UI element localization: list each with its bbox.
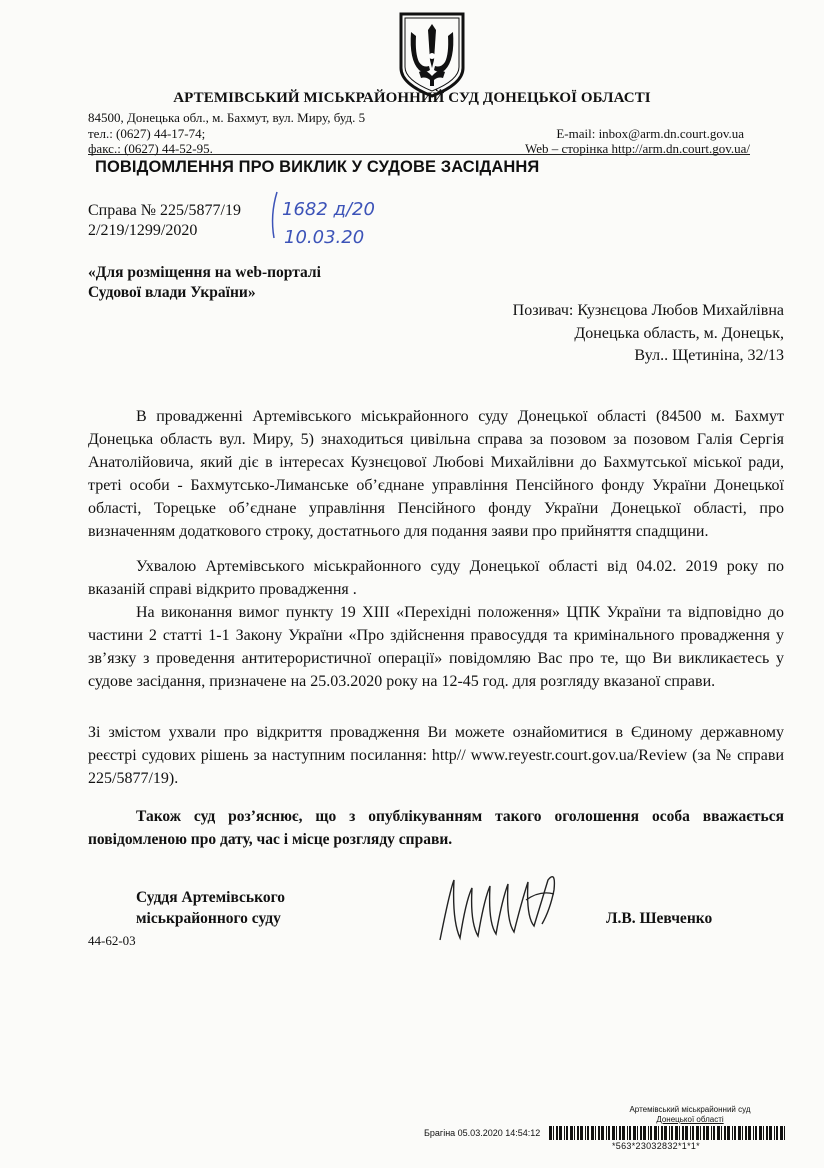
header-divider xyxy=(88,154,750,155)
footer-court-line1: Артемівський міськрайонний суд xyxy=(629,1105,751,1114)
notice-title: ПОВІДОМЛЕННЯ ПРО ВИКЛИК У СУДОВЕ ЗАСІДАННЯ xyxy=(95,158,540,176)
plaintiff-name: Позивач: Кузнєцова Любов Михайлівна xyxy=(512,302,784,319)
judge-role-line2: міськрайонного суду xyxy=(136,910,281,927)
judge-role-line1: Суддя Артемівського xyxy=(136,889,286,906)
handwritten-registration-date: 10.03.20 xyxy=(284,227,365,248)
case-number: Справа № 225/5877/19 xyxy=(88,202,241,219)
plaintiff-address-region: Донецька область, м. Донецьк, xyxy=(574,325,784,342)
paragraph-registry-link: Зі змістом ухвали про відкриття провадження Ви можете ознайомитися в Єдиному державному реєстрі судових рішень за наступним посилання: http// www.reyestr.court.gov.ua/Review (за № справи 225/5877/19). xyxy=(88,724,784,787)
paragraph-notice-clarification: Також суд роз’яснює, що з опублікуванням такого оголошення особа вважається повідомленою про дату, час і місце розгляду справи. xyxy=(88,808,784,848)
placement-note-line1: «Для розміщення на web-порталі xyxy=(88,264,321,281)
handwritten-bracket xyxy=(268,190,280,240)
placement-note-line2: Судової влади України» xyxy=(88,284,256,301)
footer-court-line2: Донецької області xyxy=(656,1115,724,1124)
barcode-bars xyxy=(549,1126,789,1140)
court-name: АРТЕМІВСЬКИЙ МІСЬКРАЙОННИЙ СУД ДОНЕЦЬКОЇ ОБЛАСТІ xyxy=(173,90,651,106)
court-address: 84500, Донецька обл., м. Бахмут, вул. Миру, буд. 5 xyxy=(88,110,366,125)
case-proceeding-number: 2/219/1299/2020 xyxy=(88,222,198,239)
tryzub-coat-of-arms-icon xyxy=(397,10,467,98)
paragraph-summons: На виконання вимог пункту 19 XIII «Перехідні положення» ЦПК України та відповідно до частини 2 статті 1-1 Закону України «Про здійснення правосуддя та кримінального провадження у зв’язку з проведення антитерористичної операції» повідомляю Вас про те, що Ви викликаєтесь у судове засідання, призначене на 25.03.2020 року на 12-45 год. для розгляду вказаної справи. xyxy=(88,604,784,690)
plaintiff-address-street: Вул.. Щетиніна, 32/13 xyxy=(634,347,784,364)
paragraph-ruling: Ухвалою Артемівського міськрайонного суду Донецької області від 04.02. 2019 року по вказаній справі відкрито провадження . xyxy=(88,558,784,598)
handwritten-registration-ref: 1682 д/20 xyxy=(282,199,375,220)
judge-signature xyxy=(430,860,580,950)
registration-timestamp: Брагіна 05.03.2020 14:54:12 xyxy=(424,1128,541,1138)
court-phone: тел.: (0627) 44-17-74; xyxy=(88,126,206,141)
court-email: E-mail: inbox@arm.dn.court.gov.ua xyxy=(556,126,744,141)
judge-phone: 44-62-03 xyxy=(88,933,136,948)
court-fax: факс.: (0627) 44-52-95. xyxy=(88,141,213,156)
court-web: Web – сторінка http://arm.dn.court.gov.ua/ xyxy=(524,141,750,156)
coat-of-arms xyxy=(397,10,467,98)
judge-name: Л.В. Шевченко xyxy=(606,910,713,927)
barcode-number: *563*23032832*1*1* xyxy=(612,1141,700,1151)
paragraph-case-description: В провадженні Артемівського міськрайонного суду Донецької області (84500 м. Бахмут Донецька область вул. Миру, 5) знаходиться цивільна справа за позовом за позовом Галія Сергія Анатолійовича, який діє в інтересах Кузнєцової Любові Михайлівни до Бахмутської міської ради, треті особи - Бахмутсько-Лиманське об’єднане управління Пенсійного фонду України Донецької області, Торецьке об’єднане управління Пенсійного фонду України Донецької області, про визначенням додаткового строку, достатнього для подання заяви про прийняття спадщини. xyxy=(88,408,784,540)
